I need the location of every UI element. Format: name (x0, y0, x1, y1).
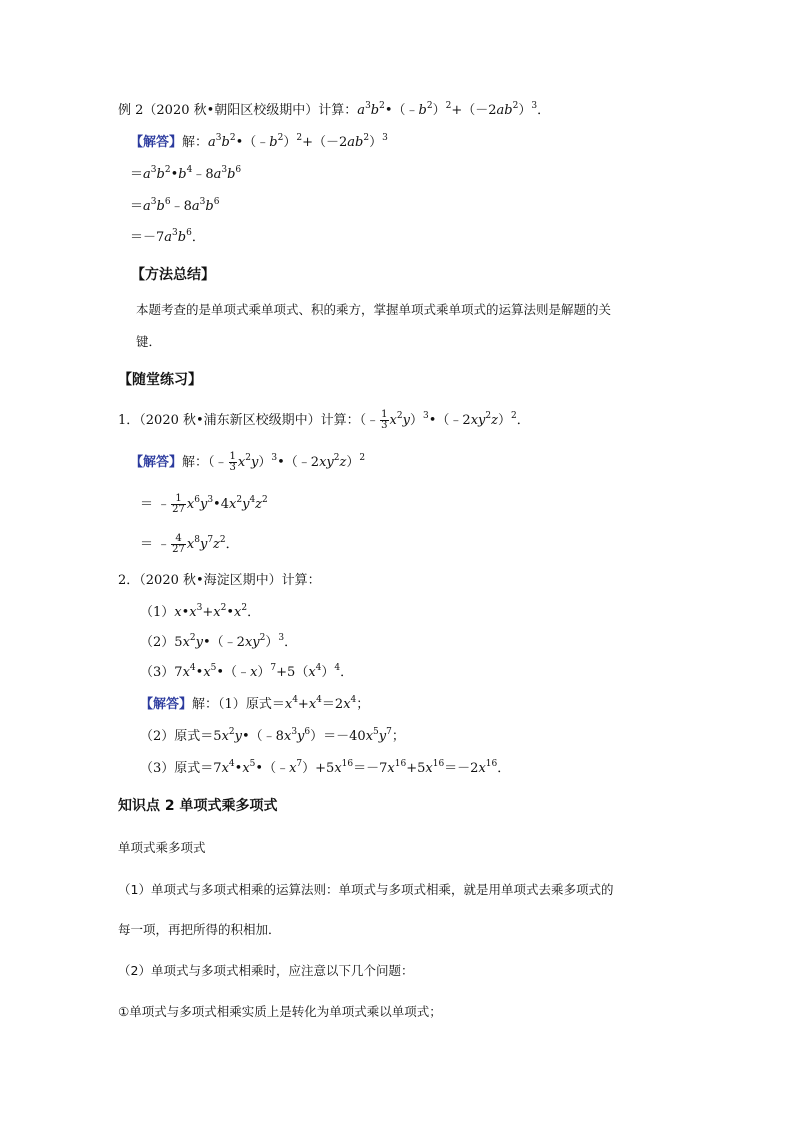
method-title: 【方法总结】 (131, 267, 215, 283)
answer-label: 【解答】 (130, 135, 183, 150)
fraction: $\frac{1}{3}$ (381, 409, 388, 431)
section2-rule1b: 每一项，再把所得的积相加． (118, 922, 281, 937)
section2-rule2: （2）单项式与多项式相乘时，应注意以下几个问题： (118, 963, 414, 978)
example2-step1: $=a^3b^2•b^4﹣8a^3b^6$ (130, 165, 242, 182)
practice-title: 【随堂练习】 (118, 372, 202, 388)
method-text-1: 本题考查的是单项式乘单项式、积的乘方，掌握单项式乘单项式的运算法则是解题的关 (136, 302, 612, 317)
practice-q1-step2: ＝ ﹣ $\frac{4}{27}$ $x^8y^7z^2$． (140, 533, 239, 555)
method-text-2: 键． (136, 334, 162, 349)
practice-q1-answer: 【解答】解：（﹣ $\frac{1}{3}$ $x^2y)^3•(﹣2xy^2z)^2$ (130, 451, 366, 473)
practice-q2-answer3: （3）原式$=7x^4•x^5•(﹣x^7)+5x^{16}=-7x^{16}+5x^{16}=-2x^{16}$． (140, 759, 511, 776)
section2-rule2a: ①单项式与多项式相乘实质上是转化为单项式乘以单项式； (118, 1004, 442, 1019)
practice-q2: 2．（2020 秋•海淀区期中）计算： (118, 573, 321, 588)
practice-q2-part3: $(3)7x^4•x^5•(﹣x)^7+5(x^4)^4$． (140, 663, 354, 680)
practice-q2-part1: $(1)x•x^3+x^2•x^2$． (140, 603, 261, 620)
practice-q2-part2: $(2)5x^2y•(﹣2xy^2)^3$． (140, 633, 298, 650)
example2-step3: $=-7a^3b^6$． (130, 228, 205, 245)
practice-q2-answer1: 【解答】解：（1）原式$=x^4+x^4=2x^4$； (140, 695, 370, 712)
example2-answer: 【解答】解：$a^3b^2•(﹣b^2)^2+(-2ab^2)^3$ (130, 133, 388, 150)
practice-q1: 1．（2020 秋•浦东新区校级期中）计算：（﹣ $\frac{1}{3}$ $x^2y)^3•(﹣2xy^2z)^2$． (118, 409, 530, 431)
section2-title: 知识点 2 单项式乘多项式 (118, 798, 278, 814)
answer-label: 【解答】 (140, 697, 193, 712)
practice-q1-step1: ＝ ﹣ $\frac{1}{27}$ $x^6y^3•4x^2y^4z^2$ (140, 493, 268, 515)
example2-problem: 例 2（2020 秋•朝阳区校级期中）计算：$a^3b^2•(﹣b^2)^2+(-2ab^2)^3$． (118, 101, 551, 118)
section2-rule1: （1）单项式与多项式相乘的运算法则：单项式与多项式相乘，就是用单项式去乘多项式的 (118, 882, 614, 897)
example2-step2: $=a^3b^6﹣8a^3b^6$ (130, 197, 220, 214)
section2-subtitle: 单项式乘多项式 (118, 840, 206, 855)
practice-q2-answer2: （2）原式$=5x^2y•(﹣8x^3y^6)=-40x^5y^7$； (140, 727, 405, 744)
answer-label: 【解答】 (130, 455, 183, 470)
